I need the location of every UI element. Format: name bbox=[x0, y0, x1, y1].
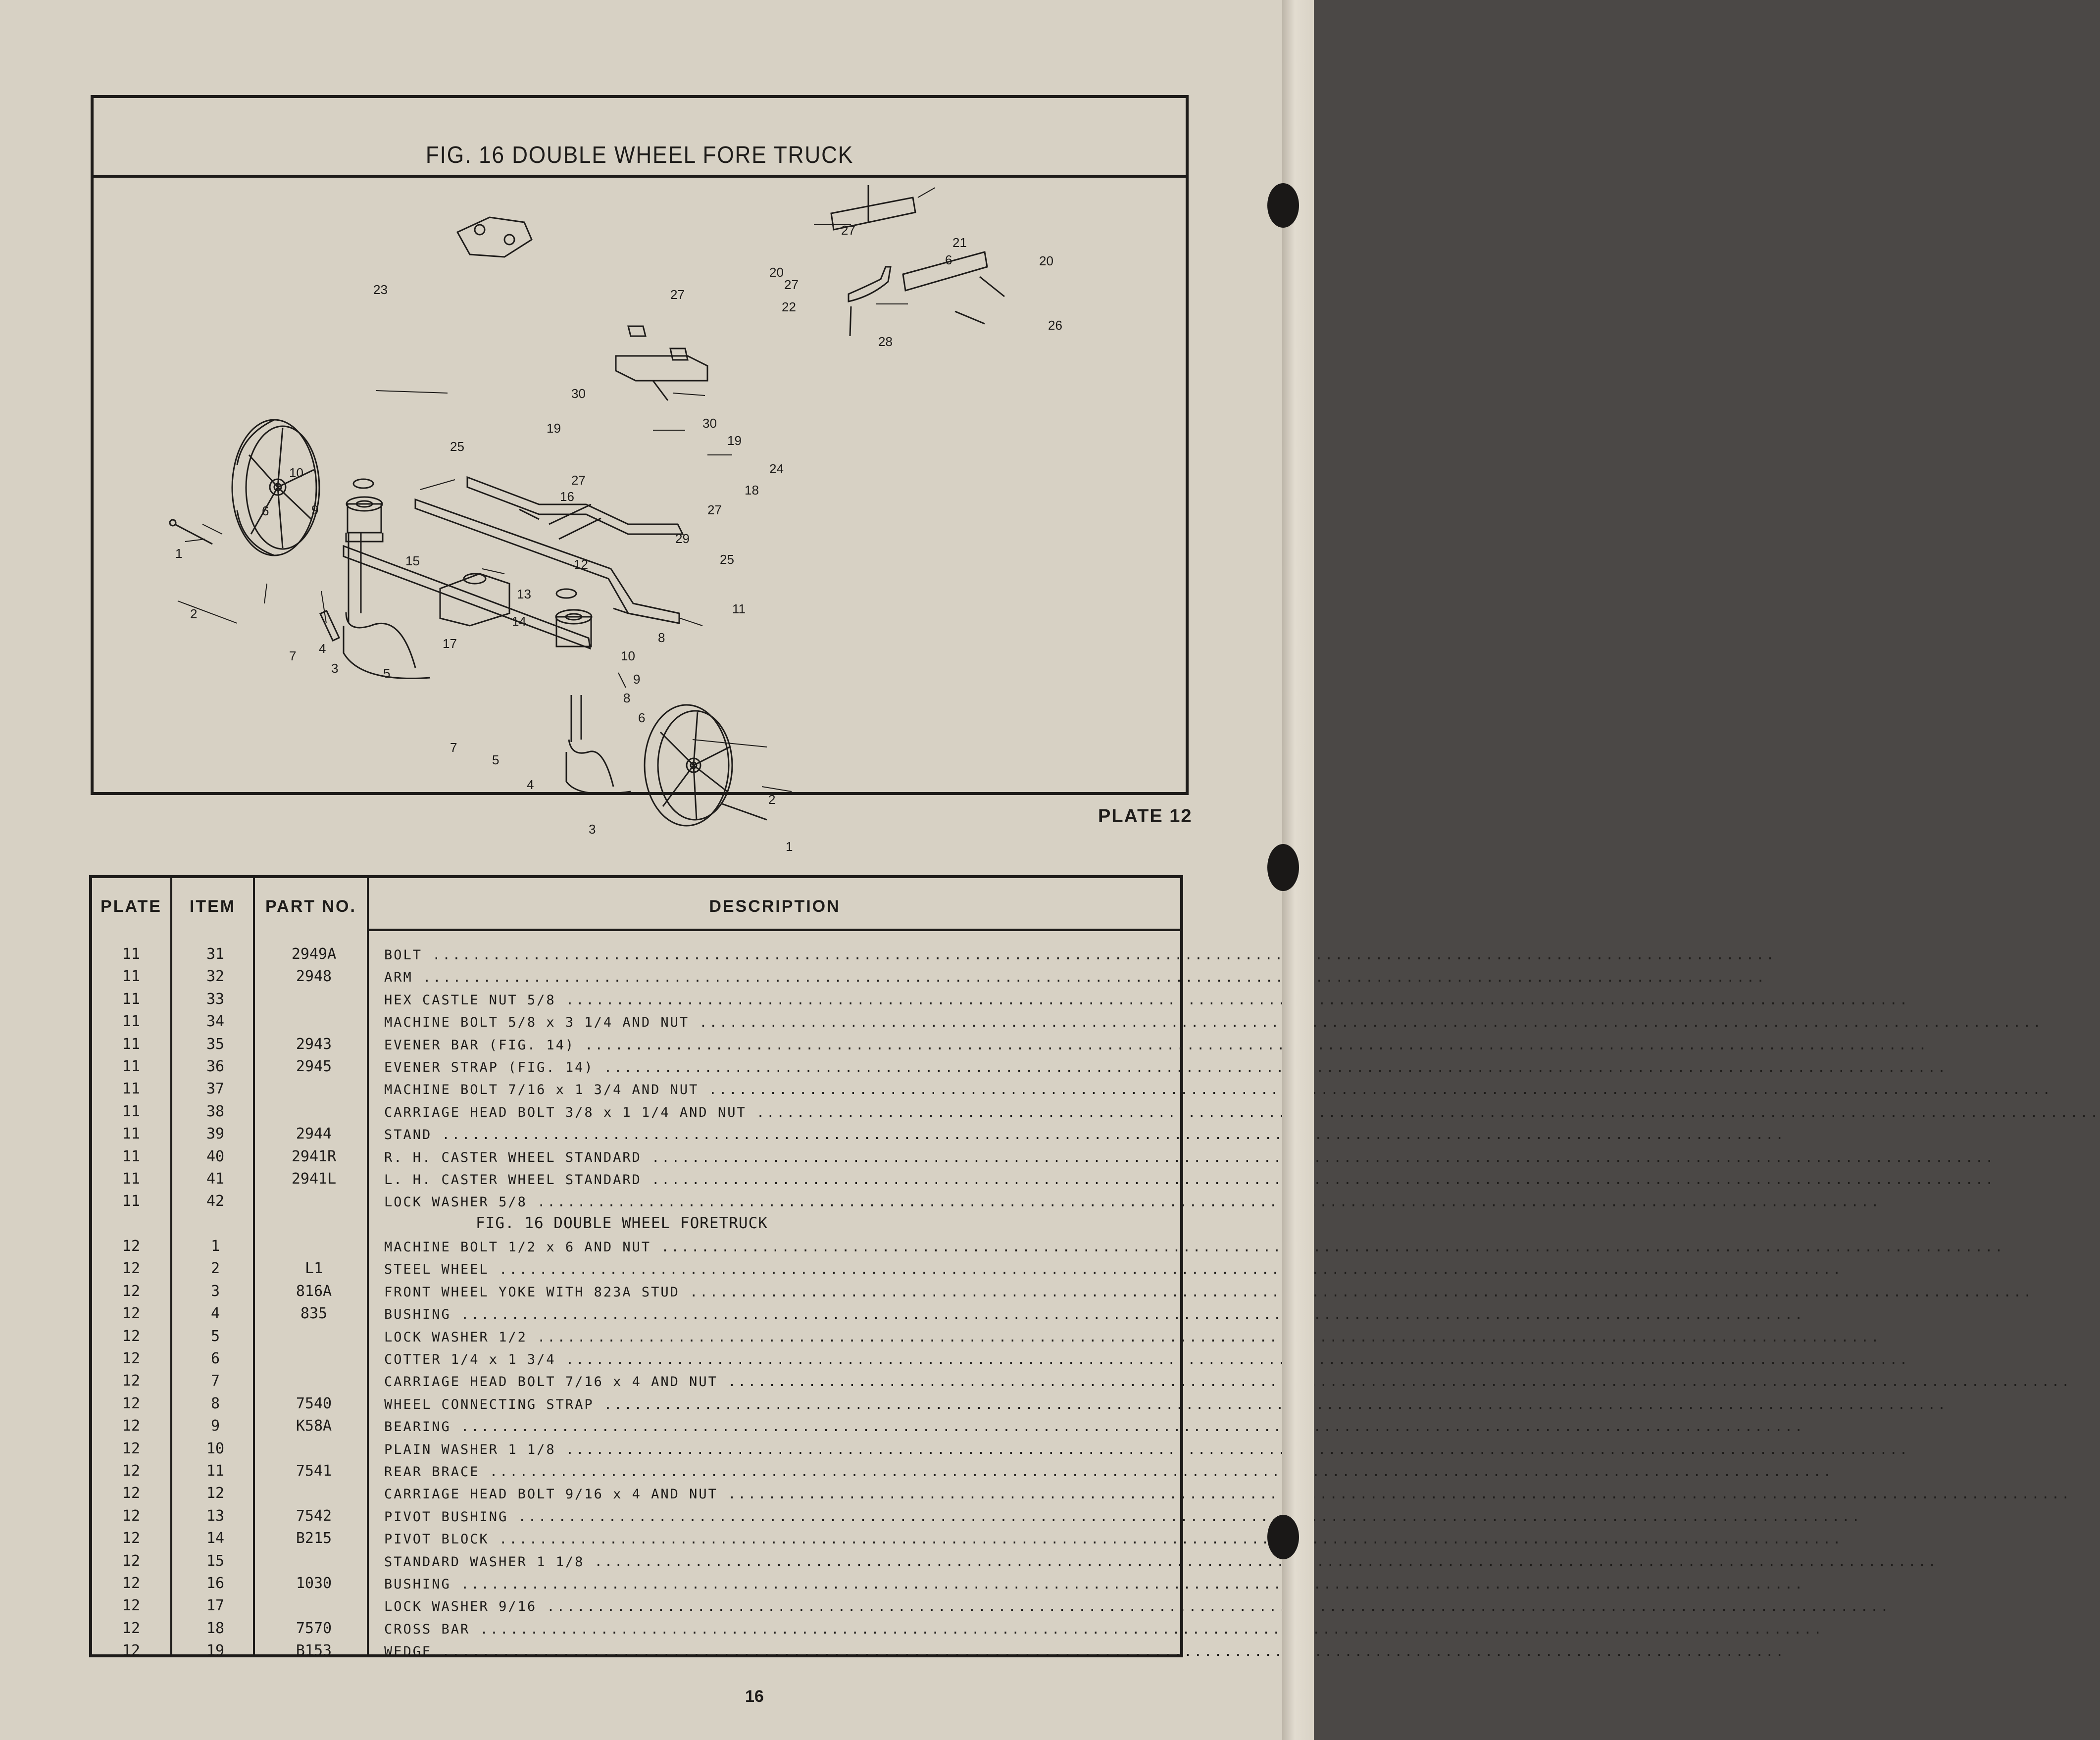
cell-plate: 12 bbox=[122, 1440, 141, 1457]
cell-item: 40 bbox=[206, 1147, 225, 1165]
cell-plate: 11 bbox=[122, 1147, 141, 1165]
cell-plate: 12 bbox=[122, 1597, 141, 1615]
table-row bbox=[92, 1393, 1180, 1415]
cell-item: 11 bbox=[206, 1462, 225, 1480]
cell-plate: 12 bbox=[122, 1327, 141, 1345]
arm-22 bbox=[849, 267, 891, 301]
callout-9b: 9 bbox=[633, 672, 641, 687]
cell-description: MACHINE BOLT 1/2 x 6 AND NUT ..... bbox=[384, 1240, 1166, 1255]
callout-14: 14 bbox=[512, 614, 526, 629]
cell-part-no: 2948 bbox=[296, 968, 332, 986]
cell-description: LOCK WASHER 5/8 ..... bbox=[384, 1194, 1166, 1210]
callout-6c: 6 bbox=[945, 252, 952, 267]
cell-item: 34 bbox=[206, 1013, 225, 1031]
cell-description: MACHINE BOLT 5/8 x 3 1/4 AND NUT ..... bbox=[384, 1015, 1166, 1030]
callout-10a: 10 bbox=[289, 465, 303, 480]
header-plate: PLATE bbox=[100, 897, 162, 916]
cell-item: 2 bbox=[210, 1260, 220, 1278]
cell-item: 3 bbox=[210, 1282, 220, 1300]
callout-2a: 2 bbox=[190, 606, 198, 621]
callout-10b: 10 bbox=[621, 648, 635, 663]
cell-description: STANDARD WASHER 1 1/8 ..... bbox=[384, 1554, 1166, 1570]
callout-18: 18 bbox=[745, 483, 759, 497]
cell-plate: 11 bbox=[122, 1125, 141, 1143]
cell-description: STEEL WHEEL ..... bbox=[384, 1262, 1166, 1277]
cell-description: WHEEL CONNECTING STRAP ..... bbox=[384, 1397, 1166, 1412]
cell-item: 42 bbox=[206, 1193, 225, 1210]
callout-7a: 7 bbox=[289, 648, 297, 663]
callout-16: 16 bbox=[560, 489, 574, 504]
cell-plate: 12 bbox=[122, 1417, 141, 1435]
cell-part-no: 7542 bbox=[296, 1507, 332, 1525]
callout-5b: 5 bbox=[492, 752, 500, 767]
binder-hole bbox=[1267, 183, 1299, 228]
cell-plate: 12 bbox=[122, 1530, 141, 1547]
left-washer-10 bbox=[353, 479, 373, 488]
cell-item: 9 bbox=[210, 1417, 220, 1435]
cell-item: 38 bbox=[206, 1102, 225, 1120]
cell-plate: 12 bbox=[122, 1642, 141, 1660]
cell-description: FIG. 16 DOUBLE WHEEL FORETRUCK bbox=[476, 1214, 768, 1232]
callout-5a: 5 bbox=[383, 666, 391, 681]
cell-description: PIVOT BUSHING ..... bbox=[384, 1509, 1166, 1525]
callout-1a: 1 bbox=[175, 546, 183, 561]
binder-hole bbox=[1267, 1515, 1299, 1559]
callout-3b: 3 bbox=[589, 822, 596, 837]
cell-part-no: 1030 bbox=[296, 1574, 332, 1592]
table-row bbox=[92, 1415, 1180, 1438]
cell-plate: 11 bbox=[122, 1170, 141, 1188]
callout-25b: 25 bbox=[720, 552, 734, 567]
cell-item: 18 bbox=[206, 1619, 225, 1637]
cell-plate: 12 bbox=[122, 1619, 141, 1637]
table-row bbox=[92, 1573, 1180, 1595]
callout-19b: 19 bbox=[727, 433, 742, 448]
cell-item: 33 bbox=[206, 990, 225, 1008]
cell-item: 13 bbox=[206, 1507, 225, 1525]
callout-2b: 2 bbox=[768, 792, 776, 807]
callout-30a: 30 bbox=[571, 386, 586, 401]
cell-description: PLAIN WASHER 1 1/8 ..... bbox=[384, 1442, 1166, 1457]
cell-plate: 11 bbox=[122, 990, 141, 1008]
table-row bbox=[92, 1505, 1180, 1528]
binder-hole bbox=[1267, 844, 1299, 891]
cell-plate: 12 bbox=[122, 1305, 141, 1323]
cell-plate: 12 bbox=[122, 1485, 141, 1502]
cell-item: 41 bbox=[206, 1170, 225, 1188]
cell-description: BEARING ..... bbox=[384, 1419, 1166, 1435]
cell-description: BOLT ..... bbox=[384, 947, 1166, 963]
cell-description: BUSHING ..... bbox=[384, 1577, 1166, 1592]
callout-29: 29 bbox=[675, 531, 690, 546]
plate-label: PLATE 12 bbox=[1098, 806, 1193, 827]
table-row bbox=[92, 1370, 1180, 1392]
cell-description: MACHINE BOLT 7/16 x 1 3/4 AND NUT ..... bbox=[384, 1082, 1166, 1097]
parts-table bbox=[89, 875, 1183, 1660]
callout-21: 21 bbox=[952, 235, 967, 250]
callout-27d: 27 bbox=[571, 473, 586, 488]
cell-item: 31 bbox=[206, 945, 225, 963]
callout-3a: 3 bbox=[331, 661, 339, 676]
table-row bbox=[92, 1528, 1180, 1550]
table-row bbox=[92, 1303, 1180, 1325]
callout-19a: 19 bbox=[547, 421, 561, 436]
cell-plate: 12 bbox=[122, 1394, 141, 1412]
cell-description: HEX CASTLE NUT 5/8 ..... bbox=[384, 993, 1166, 1008]
cell-plate: 12 bbox=[122, 1282, 141, 1300]
table-row bbox=[92, 1460, 1180, 1483]
table-row bbox=[92, 1078, 1180, 1100]
cell-item: 7 bbox=[210, 1372, 220, 1390]
cell-item: 12 bbox=[206, 1485, 225, 1502]
cell-part-no: 7540 bbox=[296, 1394, 332, 1412]
table-row bbox=[92, 1191, 1180, 1213]
cell-item: 8 bbox=[210, 1394, 220, 1412]
callout-28: 28 bbox=[878, 334, 893, 349]
cell-part-no: 2943 bbox=[296, 1035, 332, 1053]
header-rule bbox=[368, 929, 1180, 931]
callout-1b: 1 bbox=[786, 839, 793, 854]
right-washer-10 bbox=[556, 589, 576, 598]
cell-plate: 12 bbox=[122, 1462, 141, 1480]
cell-description: REAR BRACE ..... bbox=[384, 1464, 1166, 1480]
callout-15: 15 bbox=[405, 553, 420, 568]
table-row bbox=[92, 1281, 1180, 1303]
cell-part-no: B153 bbox=[296, 1642, 332, 1660]
cell-item: 37 bbox=[206, 1080, 225, 1098]
right-axle-bolt bbox=[722, 804, 767, 820]
cell-plate: 11 bbox=[122, 1193, 141, 1210]
table-row bbox=[92, 1056, 1180, 1078]
figure-title-bar bbox=[94, 98, 1186, 178]
pivot-block bbox=[440, 574, 509, 626]
cell-plate: 12 bbox=[122, 1372, 141, 1390]
cell-description: L. H. CASTER WHEEL STANDARD ..... bbox=[384, 1172, 1166, 1188]
cell-plate: 11 bbox=[122, 945, 141, 963]
table-row bbox=[92, 1146, 1180, 1168]
callout-17: 17 bbox=[443, 636, 457, 651]
table-row bbox=[92, 1123, 1180, 1145]
cell-item: 6 bbox=[210, 1350, 220, 1368]
cell-item: 1 bbox=[210, 1238, 220, 1255]
cell-part-no: L1 bbox=[304, 1260, 323, 1278]
cell-description: FRONT WHEEL YOKE WITH 823A STUD ..... bbox=[384, 1285, 1166, 1300]
cell-description: CARRIAGE HEAD BOLT 3/8 x 1 1/4 AND NUT ..... bbox=[384, 1105, 1166, 1120]
cell-description: EVENER BAR (FIG. 14) ..... bbox=[384, 1038, 1166, 1053]
rear-brace bbox=[415, 499, 679, 623]
table-row bbox=[92, 1640, 1180, 1662]
table-body bbox=[92, 944, 1180, 1663]
cell-plate: 12 bbox=[122, 1260, 141, 1278]
cross-bar bbox=[616, 356, 707, 381]
header-description: DESCRIPTION bbox=[709, 897, 841, 916]
cell-description: BUSHING ..... bbox=[384, 1307, 1166, 1322]
left-bearing bbox=[346, 497, 383, 542]
cell-plate: 12 bbox=[122, 1350, 141, 1368]
left-axle-bolt bbox=[175, 524, 212, 544]
cell-part-no: 7570 bbox=[296, 1619, 332, 1637]
callout-6a: 6 bbox=[262, 503, 269, 518]
callout-7b: 7 bbox=[450, 740, 457, 755]
cell-description: LOCK WASHER 9/16 ..... bbox=[384, 1599, 1166, 1614]
table-row bbox=[92, 1483, 1180, 1505]
table-row bbox=[92, 1326, 1180, 1348]
table-row bbox=[92, 944, 1180, 966]
cell-part-no: 2945 bbox=[296, 1057, 332, 1075]
cell-item: 15 bbox=[206, 1552, 225, 1570]
table-row bbox=[92, 1034, 1180, 1056]
cell-item: 19 bbox=[206, 1642, 225, 1660]
cell-description: CARRIAGE HEAD BOLT 7/16 x 4 AND NUT ..... bbox=[384, 1374, 1166, 1390]
cell-item: 35 bbox=[206, 1035, 225, 1053]
wheel-connecting-strap bbox=[344, 546, 590, 648]
right-steel-wheel bbox=[645, 705, 732, 826]
wedge bbox=[628, 326, 688, 360]
cell-plate: 12 bbox=[122, 1574, 141, 1592]
callout-20b: 20 bbox=[1039, 253, 1053, 268]
cell-description: ARM ..... bbox=[384, 970, 1166, 985]
cell-plate: 11 bbox=[122, 1035, 141, 1053]
callout-30b: 30 bbox=[702, 416, 717, 431]
callout-23: 23 bbox=[373, 282, 388, 297]
cell-part-no: 2944 bbox=[296, 1125, 332, 1143]
cell-description: LOCK WASHER 1/2 ..... bbox=[384, 1330, 1166, 1345]
table-section-heading bbox=[92, 1213, 1180, 1236]
left-steel-wheel bbox=[232, 420, 319, 555]
table-row bbox=[92, 966, 1180, 988]
callout-8a: 8 bbox=[658, 630, 665, 645]
callout-27a: 27 bbox=[841, 223, 855, 238]
callout-13: 13 bbox=[517, 587, 531, 601]
table-row bbox=[92, 1438, 1180, 1460]
callout-26: 26 bbox=[1048, 318, 1062, 333]
callout-27e: 27 bbox=[707, 502, 722, 517]
cell-item: 39 bbox=[206, 1125, 225, 1143]
table-row bbox=[92, 1236, 1180, 1258]
cell-item: 32 bbox=[206, 968, 225, 986]
cell-description: CROSS BAR ..... bbox=[384, 1622, 1166, 1637]
cell-item: 10 bbox=[206, 1440, 225, 1457]
callout-22: 22 bbox=[782, 299, 796, 314]
cell-item: 16 bbox=[206, 1574, 225, 1592]
cell-part-no: 2941R bbox=[291, 1147, 337, 1165]
figure-title: FIG. 16 DOUBLE WHEEL FORE TRUCK bbox=[425, 142, 854, 168]
table-row bbox=[92, 1168, 1180, 1191]
cell-plate: 11 bbox=[122, 1013, 141, 1031]
cell-part-no: B215 bbox=[296, 1530, 332, 1547]
cell-part-no: 7541 bbox=[296, 1462, 332, 1480]
callout-6b: 6 bbox=[638, 710, 646, 725]
cell-description: CARRIAGE HEAD BOLT 9/16 x 4 AND NUT ..... bbox=[384, 1487, 1166, 1502]
callout-24: 24 bbox=[769, 461, 784, 476]
callout-25a: 25 bbox=[450, 439, 464, 454]
cell-description: PIVOT BLOCK ..... bbox=[384, 1532, 1166, 1547]
callout-4b: 4 bbox=[527, 777, 534, 792]
cell-plate: 11 bbox=[122, 968, 141, 986]
table-row bbox=[92, 1011, 1180, 1033]
table-row bbox=[92, 1348, 1180, 1370]
callout-8b: 8 bbox=[623, 691, 631, 705]
callout-20a: 20 bbox=[769, 265, 784, 280]
cell-part-no: K58A bbox=[296, 1417, 332, 1435]
table-row bbox=[92, 1550, 1180, 1573]
cell-plate: 12 bbox=[122, 1552, 141, 1570]
cell-item: 17 bbox=[206, 1597, 225, 1615]
header-part-no: PART NO. bbox=[265, 897, 356, 916]
cell-part-no: 816A bbox=[296, 1282, 332, 1300]
cell-plate: 11 bbox=[122, 1102, 141, 1120]
callout-27c: 27 bbox=[670, 287, 685, 302]
cell-description: R. H. CASTER WHEEL STANDARD ..... bbox=[384, 1150, 1166, 1165]
cell-plate: 11 bbox=[122, 1057, 141, 1075]
cell-plate: 12 bbox=[122, 1238, 141, 1255]
header-item: ITEM bbox=[189, 897, 236, 916]
part-23 bbox=[457, 217, 532, 257]
right-wheel-yoke bbox=[566, 695, 631, 794]
page-number: 16 bbox=[745, 1687, 764, 1706]
callout-27b: 27 bbox=[784, 277, 799, 292]
cell-item: 4 bbox=[210, 1305, 220, 1323]
table-row bbox=[92, 1101, 1180, 1123]
cell-item: 14 bbox=[206, 1530, 225, 1547]
callout-9a: 9 bbox=[311, 502, 319, 517]
cell-part-no: 2949A bbox=[291, 945, 337, 963]
callout-12: 12 bbox=[574, 557, 588, 572]
table-row bbox=[92, 1595, 1180, 1617]
cell-plate: 11 bbox=[122, 1080, 141, 1098]
cell-description: WEDGE ..... bbox=[384, 1644, 1166, 1659]
cell-description: COTTER 1/4 x 1 3/4 ..... bbox=[384, 1352, 1166, 1367]
table-row bbox=[92, 989, 1180, 1011]
table-row bbox=[92, 1618, 1180, 1640]
cell-item: 5 bbox=[210, 1327, 220, 1345]
cell-description: EVENER STRAP (FIG. 14) ..... bbox=[384, 1060, 1166, 1075]
cell-plate: 12 bbox=[122, 1507, 141, 1525]
callout-4a: 4 bbox=[319, 641, 326, 656]
cell-description: STAND ..... bbox=[384, 1127, 1166, 1143]
cell-part-no: 2941L bbox=[291, 1170, 337, 1188]
callout-11: 11 bbox=[732, 601, 746, 616]
cell-part-no: 835 bbox=[300, 1305, 328, 1323]
cell-item: 36 bbox=[206, 1057, 225, 1075]
table-row bbox=[92, 1258, 1180, 1280]
